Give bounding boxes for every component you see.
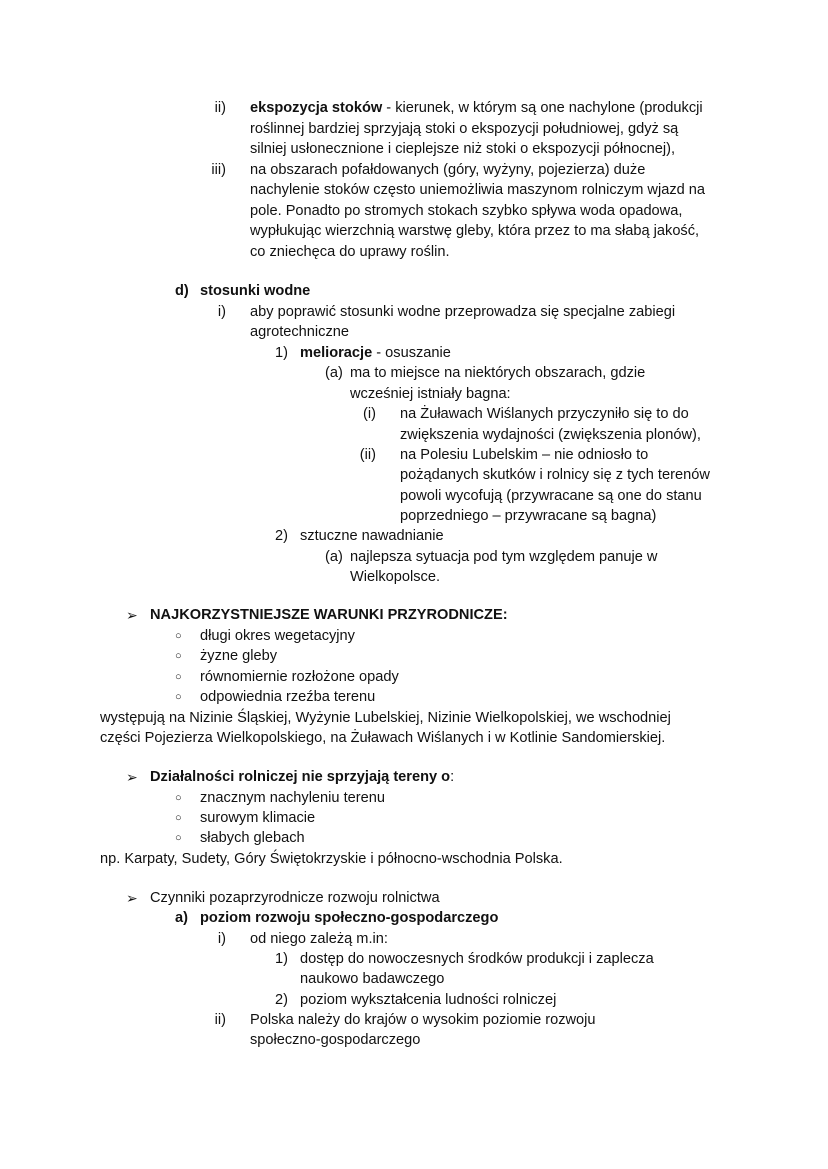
irrigation-detail-line: Wielkopolsce. [350,569,441,585]
melioration-detail-line: wcześniej istniały bagna: [350,386,511,402]
slope-terrain-line: nachylenie stoków często uniemożliwia maszynom rolniczym wjazd na [250,182,706,198]
melioration-detail-line: ma to miejsce na niektórych obszarach, gdzie [350,365,646,381]
depends-line: od niego zależą m.in: [250,931,388,947]
list-marker-iii: iii) [211,162,226,178]
unfavourable-heading: Działalności rolniczej nie sprzyjają tereny o: [150,769,455,785]
polesie-line: poprzedniego – przywracane są bagna) [400,508,657,524]
list-marker-a: (a) [325,549,343,565]
list-marker-2: 2) [275,992,288,1008]
development-heading: poziom rozwoju społeczno-gospodarczego [200,910,499,926]
poland-line: społeczno-gospodarczego [250,1032,421,1048]
polesie-line: na Polesiu Lubelskim – nie odniosło to [400,447,649,463]
list-marker-ii: ii) [214,100,226,116]
access-line: naukowo badawczego [300,971,445,987]
zulawy-line: na Żuławach Wiślanych przyczyniło się to do [400,406,689,422]
circle-bullet-icon: ○ [175,792,182,804]
irrigation-line: sztuczne nawadnianie [300,528,444,544]
best-conditions-item: odpowiednia rzeźba terenu [200,689,376,705]
slope-exposure-line-1: ekspozycja stoków - kierunek, w którym są one nachylone (produkcji [250,100,703,116]
slope-terrain-line: pole. Ponadto po stromych stokach szybko spływa woda opadowa, [250,203,683,219]
list-marker-1: 1) [275,345,288,361]
zulawy-line: zwiększenia wydajności (zwiększenia plonów), [400,427,701,443]
best-conditions-item: żyzne gleby [200,648,278,664]
polesie-line: pożądanych skutków i rolnicy się z tych terenów [400,467,710,483]
list-marker-2: 2) [275,528,288,544]
water-heading: stosunki wodne [200,283,311,299]
arrow-bullet-icon: ➢ [126,607,138,623]
list-marker-roman-i: (i) [363,406,376,422]
melioration-line: melioracje - osuszanie [300,345,451,361]
nonnatural-heading: Czynniki pozaprzyrodnicze rozwoju rolnictwa [150,890,440,906]
circle-bullet-icon: ○ [175,630,182,642]
best-conditions-summary: występują na Nizinie Śląskiej, Wyżynie Lubelskiej, Nizinie Wielkopolskiej, we wschodniej [100,710,671,726]
unfavourable-item: znacznym nachyleniu terenu [200,790,385,806]
water-intro-line: agrotechniczne [250,324,349,340]
circle-bullet-icon: ○ [175,671,182,683]
slope-terrain-line: wypłukując wierzchnią warstwę gleby, która przez to ma słabą jakość, [250,223,700,239]
irrigation-detail-line: najlepsza sytuacja pod tym względem panuje w [350,549,658,565]
best-conditions-heading: NAJKORZYSTNIEJSZE WARUNKI PRZYRODNICZE: [150,607,508,623]
water-intro-line: aby poprawić stosunki wodne przeprowadza się specjalne zabiegi [250,304,676,320]
list-marker-1: 1) [275,951,288,967]
section-marker-d: d) [175,283,189,299]
circle-bullet-icon: ○ [175,650,182,662]
list-marker-i: i) [217,931,226,947]
slope-exposure-line-2: roślinnej bardziej sprzyjają stoki o ekspozycji południowej, gdyż są [250,121,679,137]
list-marker-i: i) [217,304,226,320]
best-conditions-item: długi okres wegetacyjny [200,628,355,644]
circle-bullet-icon: ○ [175,691,182,703]
education-line: poziom wykształcenia ludności rolniczej [300,992,557,1008]
unfavourable-summary: np. Karpaty, Sudety, Góry Świętokrzyskie i północno-wschodnia Polska. [100,851,563,867]
access-line: dostęp do nowoczesnych środków produkcji i zaplecza [300,951,654,967]
section-marker-a: a) [175,910,188,926]
circle-bullet-icon: ○ [175,812,182,824]
best-conditions-summary: części Pojezierza Wielkopolskiego, na Żuławach Wiślanych i w Kotlinie Sandomierskiej. [100,730,666,746]
slope-exposure-term: ekspozycja stoków [250,100,383,116]
slope-terrain-line: na obszarach pofałdowanych (góry, wyżyny, pojezierza) duże [250,162,646,178]
best-conditions-item: równomiernie rozłożone opady [200,669,399,685]
poland-line: Polska należy do krajów o wysokim poziomie rozwoju [250,1012,596,1028]
slope-terrain-line: co zniechęca do uprawy roślin. [250,244,450,260]
melioration-term: melioracje [300,345,373,361]
list-marker-a: (a) [325,365,343,381]
arrow-bullet-icon: ➢ [126,890,138,906]
list-marker-roman-ii: (ii) [359,447,376,463]
unfavourable-item: surowym klimacie [200,810,316,826]
circle-bullet-icon: ○ [175,832,182,844]
slope-exposure-line-3: silniej usłonecznione i cieplejsze niż stoki o ekspozycji północnej), [250,141,676,157]
arrow-bullet-icon: ➢ [126,769,138,785]
unfavourable-item: słabych glebach [200,830,305,846]
polesie-line: powoli wycofują (przywracane są one do stanu [400,488,702,504]
list-marker-ii: ii) [214,1012,226,1028]
